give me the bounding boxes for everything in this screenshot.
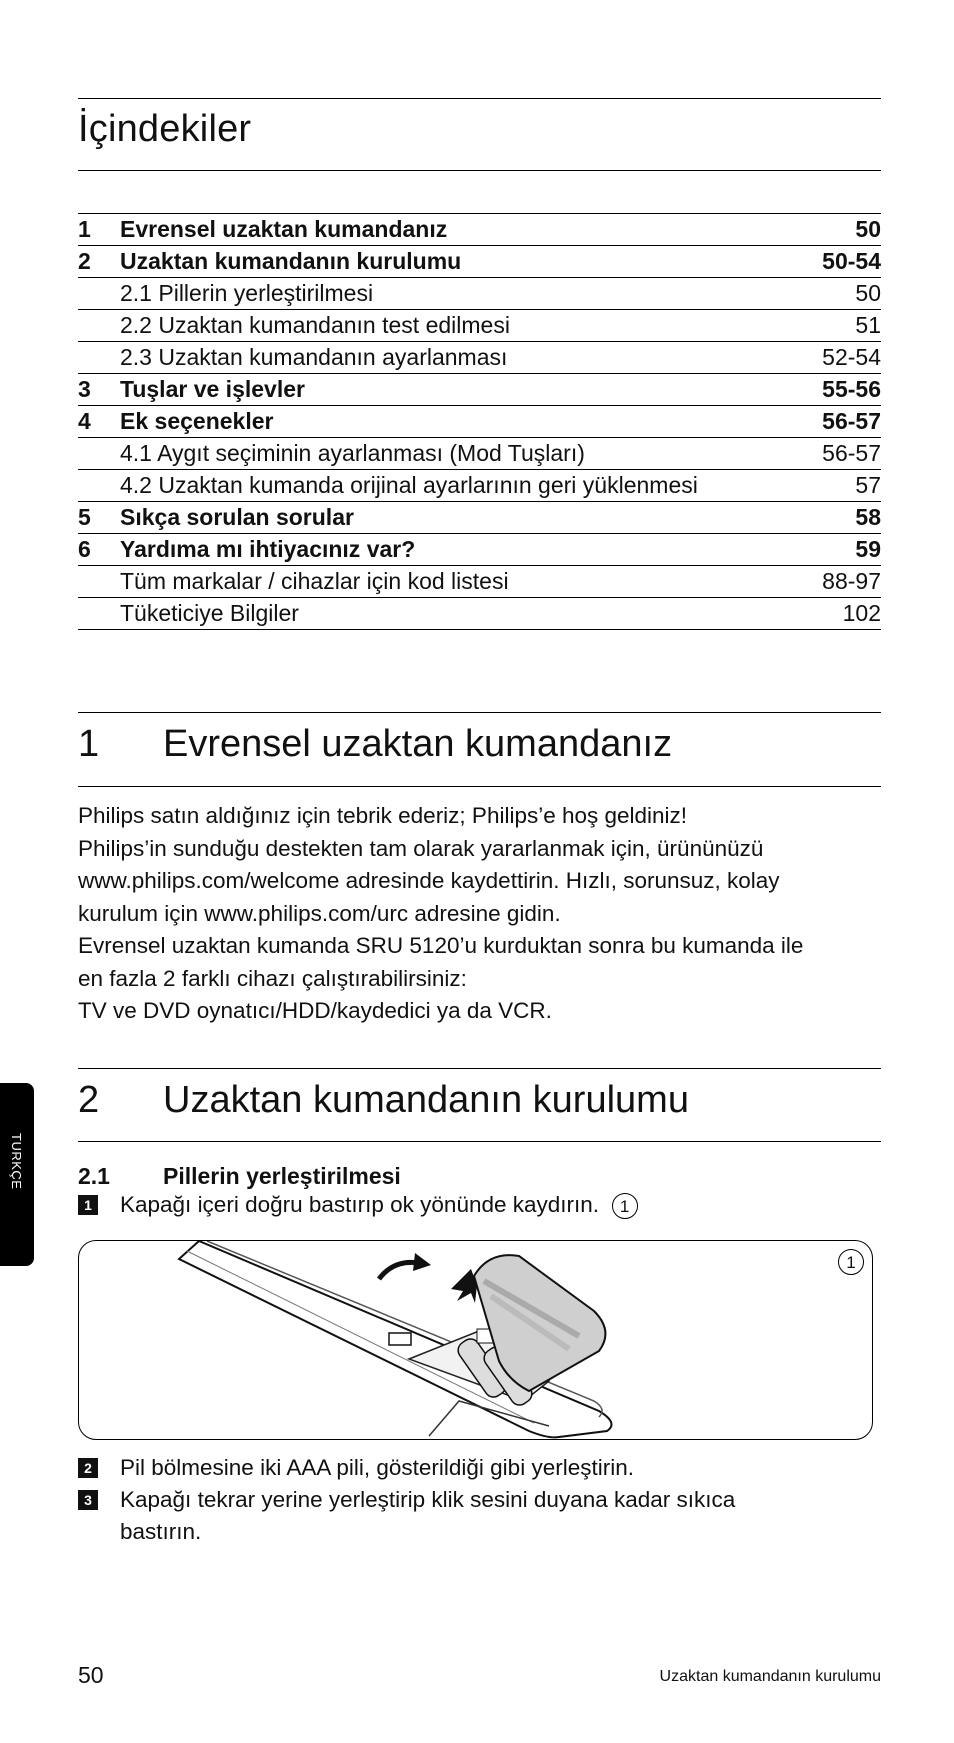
figure-ref-circle: 1 [612,1193,638,1219]
toc-number: 1 [78,216,91,242]
toc-row [78,213,881,246]
section2-bottom-rule [78,1141,881,1142]
section1-title: Evrensel uzaktan kumandanız [163,723,673,765]
toc-label: Tuşlar ve işlevler [120,376,305,402]
toc-label: 2.1 Pillerin yerleştirilmesi [120,280,374,306]
running-title: Uzaktan kumandanın kurulumu [659,1668,881,1685]
toc-page: 50 [855,280,881,306]
toc-label: 2.2 Uzaktan kumandanın test edilmesi [120,312,510,338]
toc-label: 2.3 Uzaktan kumandanın ayarlanması [120,344,508,370]
body-line: www.philips.com/welcome adresinde kaydettirin. Hızlı, sorunsuz, kolay [78,868,780,893]
step-2-text: Pil bölmesine iki AAA pili, gösterildiği gibi yerleştirin. [120,1455,634,1480]
toc-label: Uzaktan kumandanın kurulumu [120,248,462,274]
page-number: 50 [78,1662,104,1688]
toc-number: 2 [78,248,91,274]
figure-number-circle: 1 [838,1249,864,1275]
step-badge: 2 [78,1458,98,1478]
toc-label: 4.1 Aygıt seçiminin ayarlanması (Mod Tuşları) [120,440,585,466]
toc-number: 5 [78,504,91,530]
toc-label: 4.2 Uzaktan kumanda orijinal ayarlarının geri yüklenmesi [120,472,698,498]
toc-number: 4 [78,408,91,434]
toc-label: Tüketiciye Bilgiler [120,600,299,626]
toc-page: 56-57 [822,408,881,434]
toc-label: Tüm markalar / cihazlar için kod listesi [120,568,509,594]
toc-row [78,342,881,374]
language-side-tab [0,1083,34,1266]
toc-label: Sıkça sorulan sorular [120,504,354,530]
body-line: kurulum için www.philips.com/urc adresine gidin. [78,900,561,926]
toc-number: 3 [78,376,91,402]
battery-figure [78,1240,873,1440]
toc-row [78,310,881,342]
section2-title: Uzaktan kumandanın kurulumu [163,1079,689,1121]
section1-top-rule [78,712,881,713]
toc-label: Ek seçenekler [120,408,274,434]
body-line: en fazla 2 farklı cihazı çalıştırabilirsiniz: [78,965,467,991]
step-1-text: Kapağı içeri doğru bastırıp ok yönünde kaydırın. [120,1192,600,1217]
section1-body [78,800,888,1028]
toc-page: 56-57 [822,440,881,466]
step-badge: 1 [78,1195,98,1215]
toc-page: 59 [855,536,881,562]
toc-page: 50 [855,216,881,242]
subsection-number: 2.1 [78,1163,110,1189]
toc-page: 52-54 [822,344,881,370]
section2-top-rule [78,1068,881,1069]
toc-row [78,534,881,566]
body-line: Philips satın aldığınız için tebrik ederiz; Philips’e hoş geldiniz! [78,803,688,828]
language-label: TURKÇE [9,1133,24,1190]
toc-row [78,438,881,470]
toc-row [78,598,881,630]
section1-number: 1 [78,723,100,765]
toc-row [78,470,881,502]
toc-page: 102 [842,600,881,626]
toc-row [78,374,881,406]
title-top-rule [78,98,881,99]
toc-page: 51 [855,312,881,338]
step-3-text-continued: bastırın. [120,1519,202,1544]
toc-page: 55-56 [822,376,881,402]
toc-row [78,246,881,278]
step-text [120,1189,638,1221]
toc-row [78,278,881,310]
toc-label: Yardıma mı ihtiyacınız var? [120,536,416,562]
body-line: Evrensel uzaktan kumanda SRU 5120’u kurduktan sonra bu kumanda ile [78,933,804,958]
section2-number: 2 [78,1079,100,1121]
toc-page: 50-54 [822,248,881,274]
toc-number: 6 [78,536,91,562]
toc-row [78,406,881,438]
toc-row [78,566,881,598]
body-line: TV ve DVD oynatıcı/HDD/kaydedici ya da VCR. [78,998,552,1023]
toc-page: 58 [855,504,881,530]
toc-page: 57 [855,472,881,498]
step-3-text: Kapağı tekrar yerine yerleştirip klik sesini duyana kadar sıkıca [120,1487,736,1512]
body-line: Philips’in sunduğu destekten tam olarak yararlanmak için, ürününüzü [78,835,764,861]
step-badge: 3 [78,1490,98,1510]
toc-row [78,502,881,534]
subsection-title: Pillerin yerleştirilmesi [163,1163,401,1189]
table-of-contents [78,213,881,630]
page-title: İçindekiler [78,108,252,150]
remote-battery-illustration [79,1241,872,1439]
title-bottom-rule [78,170,881,171]
toc-label: Evrensel uzaktan kumandanız [120,216,448,242]
section1-bottom-rule [78,786,881,787]
toc-page: 88-97 [822,568,881,594]
